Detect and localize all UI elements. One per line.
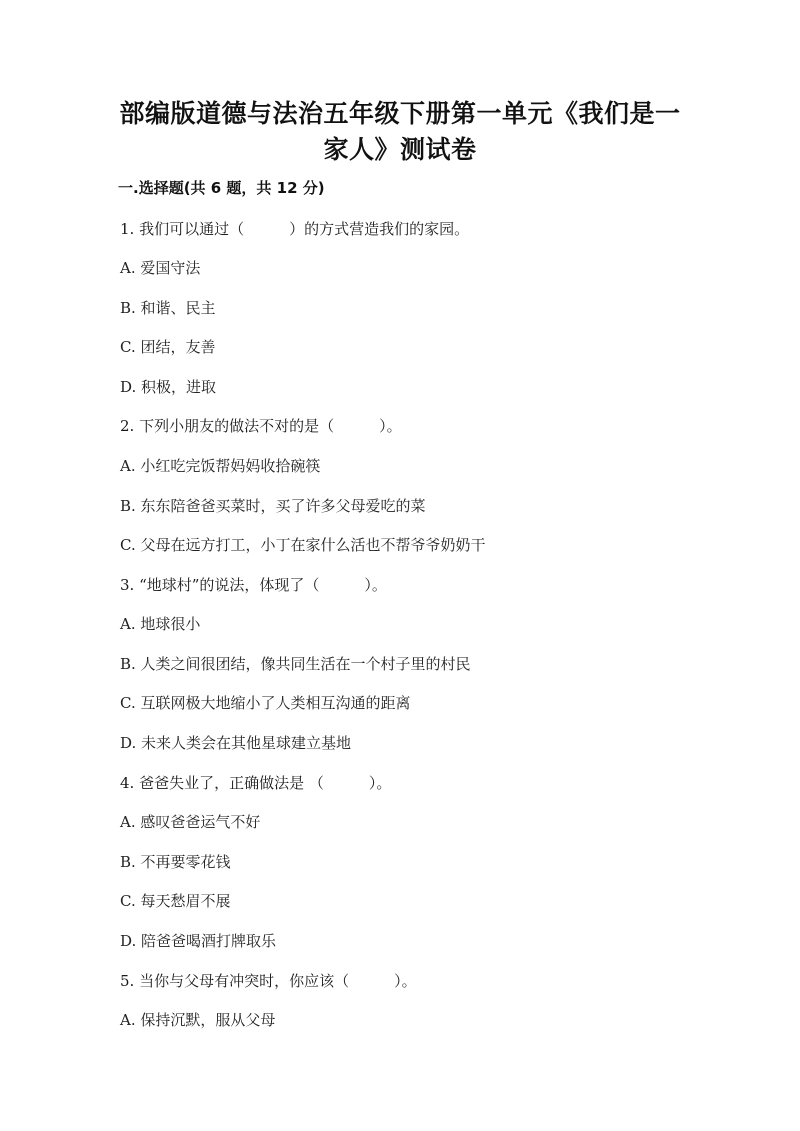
question-1-option-b: B. 和谐、民主 (120, 299, 216, 317)
question-4-option-a: A. 感叹爸爸运气不好 (120, 813, 261, 831)
question-3-stem: 3. “地球村”的说法，体现了（ ）。 (120, 576, 387, 594)
question-3-option-c: C. 互联网极大地缩小了人类相互沟通的距离 (120, 694, 411, 712)
question-4-option-d: D. 陪爸爸喝酒打牌取乐 (120, 932, 277, 950)
question-1-stem: 1. 我们可以通过（ ）的方式营造我们的家园。 (120, 220, 470, 238)
section-heading: 一.选择题(共 6 题，共 12 分) (118, 179, 325, 197)
question-2-option-b: B. 东东陪爸爸买菜时，买了许多父母爱吃的菜 (120, 497, 426, 515)
question-1-option-d: D. 积极，进取 (120, 378, 217, 396)
question-4-stem: 4. 爸爸失业了，正确做法是 （ ）。 (120, 774, 392, 792)
question-1-option-c: C. 团结，友善 (120, 338, 216, 356)
question-2-option-a: A. 小红吃完饭帮妈妈收拾碗筷 (120, 457, 321, 475)
question-5-option-a: A. 保持沉默，服从父母 (120, 1011, 276, 1029)
exam-title-line-1: 部编版道德与法治五年级下册第一单元《我们是一 (119, 99, 681, 128)
question-2-stem: 2. 下列小朋友的做法不对的是（ ）。 (120, 417, 402, 435)
question-1-option-a: A. 爱国守法 (120, 259, 201, 277)
question-3-option-b: B. 人类之间很团结，像共同生活在一个村子里的村民 (120, 655, 471, 673)
question-2-option-c: C. 父母在远方打工，小丁在家什么活也不帮爷爷奶奶干 (120, 536, 486, 554)
exam-title-line-2: 家人》测试卷 (323, 135, 477, 164)
question-4-option-b: B. 不再要零花钱 (120, 853, 231, 871)
question-4-option-c: C. 每天愁眉不展 (120, 892, 231, 910)
question-5-stem: 5. 当你与父母有冲突时，你应该（ ）。 (120, 972, 417, 990)
question-3-option-a: A. 地球很小 (120, 615, 201, 633)
question-3-option-d: D. 未来人类会在其他星球建立基地 (120, 734, 352, 752)
